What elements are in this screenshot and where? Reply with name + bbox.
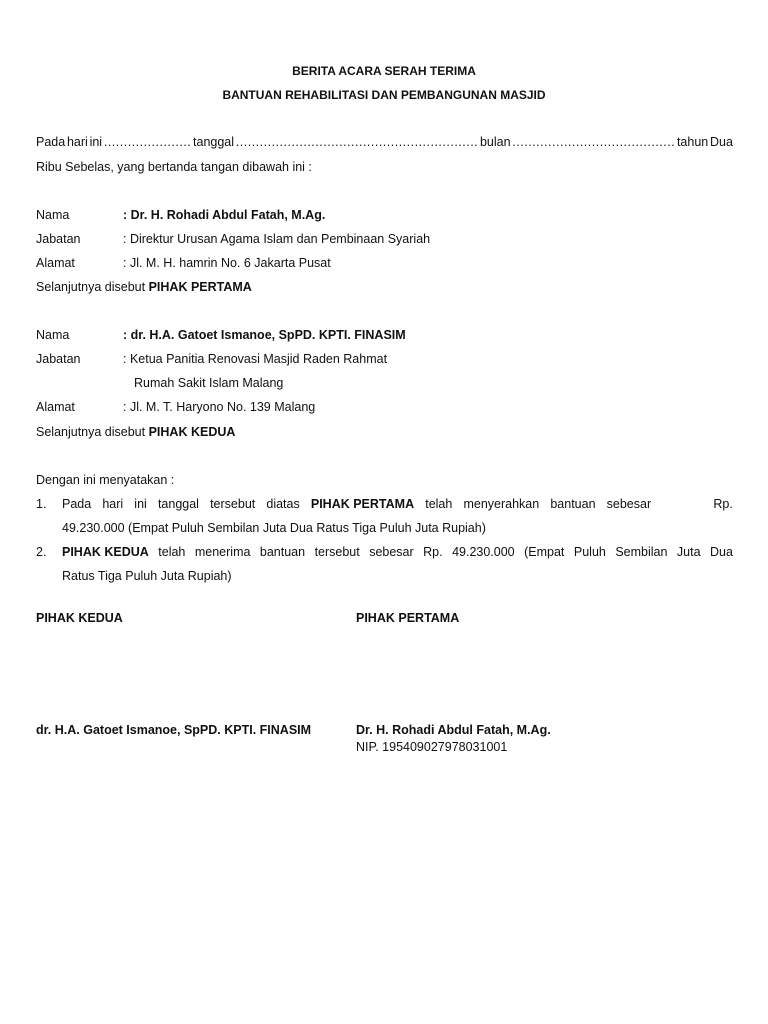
party2-nama-value: dr. H.A. Gatoet Ismanoe, SpPD. KPTI. FINASIM xyxy=(130,328,406,342)
intro-word: tahun xyxy=(676,135,709,149)
party2-designation-line xyxy=(36,426,235,439)
signature-right-heading: PIHAK PERTAMA xyxy=(356,611,460,625)
statement-word: Sembilan xyxy=(615,545,668,559)
signature-right-name: Dr. H. Rohadi Abdul Fatah, M.Ag. xyxy=(356,723,551,737)
intro-blank-day: ...................... xyxy=(103,135,192,149)
signature-left-heading: PIHAK KEDUA xyxy=(36,611,123,625)
statement-word: 49.230.000 xyxy=(452,545,515,559)
party2-alamat-label: Alamat xyxy=(36,400,75,414)
statement-word: sebesar xyxy=(369,545,414,559)
intro-word: Pada xyxy=(36,135,66,149)
intro-line-1 xyxy=(36,136,733,149)
statement-word: bantuan xyxy=(550,497,596,511)
party1-designation: PIHAK PERTAMA xyxy=(148,280,252,294)
statement-word: Puluh xyxy=(573,545,606,559)
document-title: BERITA ACARA SERAH TERIMA xyxy=(292,64,476,78)
party1-nama-row: : Dr. H. Rohadi Abdul Fatah, M.Ag. xyxy=(123,208,326,222)
statement-item1-line-1 xyxy=(62,498,733,511)
statement-item1-rp: Rp. xyxy=(713,497,733,511)
statement-word: Pada xyxy=(62,497,92,511)
party1-nama-value: Dr. H. Rohadi Abdul Fatah, M.Ag. xyxy=(130,208,326,222)
statement-item1-line-2: 49.230.000 (Empat Puluh Sembilan Juta Dua Ratus Tiga Puluh Juta Rupiah) xyxy=(62,521,486,535)
intro-word: bulan xyxy=(479,135,511,149)
statement-word: telah xyxy=(425,497,453,511)
statement-word: menyerahkan xyxy=(463,497,540,511)
intro-blank-month: ......................................... xyxy=(512,135,676,149)
intro-blank-date: ............................................................. xyxy=(235,135,479,149)
party2-jabatan-value-2: Rumah Sakit Islam Malang xyxy=(134,376,284,390)
party1-designation-line xyxy=(36,281,252,294)
party2-nama-row: : dr. H.A. Gatoet Ismanoe, SpPD. KPTI. FINASIM xyxy=(123,328,406,342)
party1-alamat-label: Alamat xyxy=(36,256,75,270)
statement-word: Rp. xyxy=(423,545,443,559)
statement-item1-number: 1. xyxy=(36,497,47,511)
statement-word: hari xyxy=(102,497,124,511)
intro-word: tanggal xyxy=(193,135,235,149)
statement-item2-line-2: Ratus Tiga Puluh Juta Rupiah) xyxy=(62,569,232,583)
statement-word: ini xyxy=(134,497,147,511)
party1-nama-label: Nama xyxy=(36,208,70,222)
statement-item1-party: PIHAK PERTAMA xyxy=(310,497,415,511)
party1-designation-prefix: Selanjutnya disebut xyxy=(36,280,149,294)
statement-word: sebesar xyxy=(606,497,652,511)
party2-jabatan-value-1: Ketua Panitia Renovasi Masjid Raden Rahmat xyxy=(129,352,388,366)
document-subtitle: BANTUAN REHABILITASI DAN PEMBANGUNAN MASJID xyxy=(222,88,546,102)
party2-designation: PIHAK KEDUA xyxy=(148,425,236,439)
statement-word: tersebut xyxy=(314,545,360,559)
intro-word: ini xyxy=(89,135,103,149)
statement-word: tanggal xyxy=(157,497,199,511)
signature-left-name: dr. H.A. Gatoet Ismanoe, SpPD. KPTI. FINASIM xyxy=(36,723,312,737)
party2-designation-prefix: Selanjutnya disebut xyxy=(36,425,149,439)
intro-line-2: Ribu Sebelas, yang bertanda tangan dibawah ini : xyxy=(36,160,312,174)
statement-item2-number: 2. xyxy=(36,545,47,559)
statement-word: diatas xyxy=(266,497,300,511)
statement-gap xyxy=(662,498,702,511)
statement-item2-line-1 xyxy=(62,546,733,559)
party1-alamat-value: Jl. M. H. hamrin No. 6 Jakarta Pusat xyxy=(129,256,331,270)
party2-alamat-row: : Jl. M. T. Haryono No. 139 Malang xyxy=(123,400,316,414)
statement-word: Dua xyxy=(710,545,733,559)
party1-jabatan-value: Direktur Urusan Agama Islam dan Pembinaan Syariah xyxy=(129,232,431,246)
statement-word: tersebut xyxy=(210,497,256,511)
signature-right-nip: NIP. 195409027978031001 xyxy=(356,740,508,754)
statement-word: menerima xyxy=(194,545,251,559)
party2-jabatan-label: Jabatan xyxy=(36,352,81,366)
party2-alamat-value: Jl. M. T. Haryono No. 139 Malang xyxy=(129,400,316,414)
party1-alamat-row: : Jl. M. H. hamrin No. 6 Jakarta Pusat xyxy=(123,256,331,270)
party2-nama-label: Nama xyxy=(36,328,70,342)
statement-word: bantuan xyxy=(259,545,306,559)
statement-item2-party: PIHAK KEDUA xyxy=(62,545,149,559)
party2-jabatan-row: : Ketua Panitia Renovasi Masjid Raden Rahmat xyxy=(123,352,388,366)
intro-word: hari xyxy=(66,135,88,149)
statement-word: telah xyxy=(158,545,186,559)
statement-word: (Empat xyxy=(524,545,565,559)
party1-jabatan-row: : Direktur Urusan Agama Islam dan Pembinaan Syariah xyxy=(123,232,431,246)
statement-word: Juta xyxy=(676,545,701,559)
party1-jabatan-label: Jabatan xyxy=(36,232,81,246)
statement-heading: Dengan ini menyatakan : xyxy=(36,473,175,487)
intro-word: Dua xyxy=(710,135,733,149)
